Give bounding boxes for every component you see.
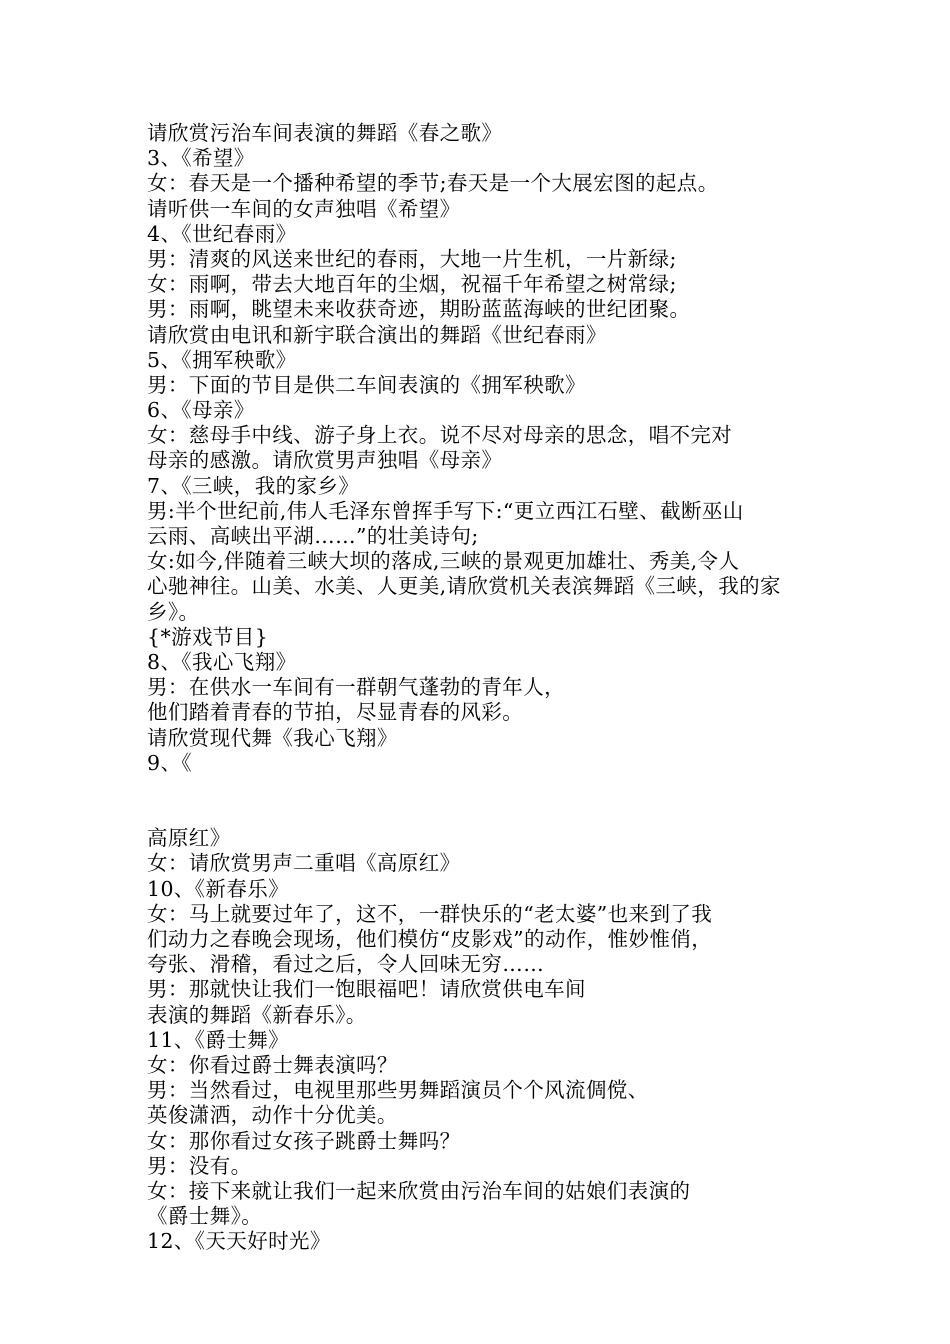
text-line: 女：春天是一个播种希望的季节;春天是一个大展宏图的起点。 xyxy=(147,171,719,196)
text-line: 4、《世纪春雨》 xyxy=(147,221,297,246)
text-line: 11、《爵士舞》 xyxy=(147,1027,290,1052)
paragraph-gap xyxy=(147,776,847,826)
text-line: 男：清爽的风送来世纪的春雨，大地一片生机，一片新绿; xyxy=(147,246,677,271)
text-line: 女：那你看过女孩子跳爵士舞吗？ xyxy=(147,1128,461,1153)
text-line: 女：请欣赏男声二重唱《高原红》 xyxy=(147,851,461,876)
text-line: 10、《新春乐》 xyxy=(147,876,290,901)
text-line: 云雨、高峡出平湖……”的壮美诗句; xyxy=(147,524,479,548)
text-line: {*游戏节目} xyxy=(147,624,269,649)
text-line: 8、《我心飞翔》 xyxy=(147,649,297,674)
text-line: 请欣赏现代舞《我心飞翔》 xyxy=(147,725,398,750)
text-line: 7、《三峡，我的家乡》 xyxy=(147,473,360,498)
text-line: 乡》。 xyxy=(147,599,200,624)
text-line: 男：下面的节目是供二车间表演的《拥军秧歌》 xyxy=(147,372,586,397)
text-line: 女：雨啊，带去大地百年的尘烟，祝福千年希望之树常绿; xyxy=(147,272,677,297)
text-line: 英俊潇洒，动作十分优美。 xyxy=(147,1103,398,1128)
text-line: 表演的舞蹈《新春乐》。 xyxy=(147,1002,367,1027)
text-line: 心驰神往。山美、水美、人更美,请欣赏机关表滨舞蹈《三峡，我的家 xyxy=(147,574,781,599)
text-line: 3、《希望》 xyxy=(147,146,255,171)
text-line: 请听供一车间的女声独唱《希望》 xyxy=(147,196,461,221)
text-line: 女：你看过爵士舞表演吗？ xyxy=(147,1052,398,1077)
text-line: 夸张、滑稽，看过之后，令人回味无穷…… xyxy=(147,952,545,977)
text-line: 男：没有。 xyxy=(147,1153,252,1178)
text-line: 12、《天天好时光》 xyxy=(147,1229,331,1254)
text-line: 男：当然看过，电视里那些男舞蹈演员个个风流倜傥、 xyxy=(147,1078,649,1103)
text-line: 女：马上就要过年了，这不，一群快乐的“老太婆”也来到了我 xyxy=(147,901,713,926)
text-line: 9、《 xyxy=(147,750,192,775)
text-line: 男：在供水一车间有一群朝气蓬勃的青年人， xyxy=(147,675,565,700)
text-line: 他们踏着青春的节拍，尽显青春的风彩。 xyxy=(147,700,524,725)
text-line: 高原红》 xyxy=(147,826,231,851)
text-line: 6、《母亲》 xyxy=(147,398,255,423)
text-line: 男：雨啊，眺望未来收获奇迹，期盼蓝蓝海峡的世纪团聚。 xyxy=(147,297,691,322)
text-line: 男:半个世纪前,伟人毛泽东曾挥手写下:“更立西江石壁、截断巫山 xyxy=(147,498,744,523)
text-line: 请欣赏由电讯和新宇联合演出的舞蹈《世纪春雨》 xyxy=(147,322,607,347)
text-line: 5、《拥军秧歌》 xyxy=(147,347,297,372)
text-line: 母亲的感激。请欣赏男声独唱《母亲》 xyxy=(147,448,503,473)
document-body xyxy=(147,121,847,1254)
text-line: 男：那就快让我们一饱眼福吧！请欣赏供电车间 xyxy=(147,977,586,1002)
program-text-block-2 xyxy=(147,826,847,1254)
program-text-block-1 xyxy=(147,121,847,776)
text-line: 们动力之春晚会现场，他们模仿“皮影戏”的动作，惟妙惟俏， xyxy=(147,927,713,952)
text-line: 女：接下来就让我们一起来欣赏由污治车间的姑娘们表演的 xyxy=(147,1178,691,1203)
text-line: 女：慈母手中线、游子身上衣。说不尽对母亲的思念，唱不完对 xyxy=(147,423,733,448)
text-line: 女:如今,伴随着三峡大坝的落成,三峡的景观更加雄壮、秀美,令人 xyxy=(147,549,740,574)
text-line: 《爵士舞》。 xyxy=(147,1204,263,1229)
text-line: 请欣赏污治车间表演的舞蹈《春之歌》 xyxy=(147,121,503,145)
